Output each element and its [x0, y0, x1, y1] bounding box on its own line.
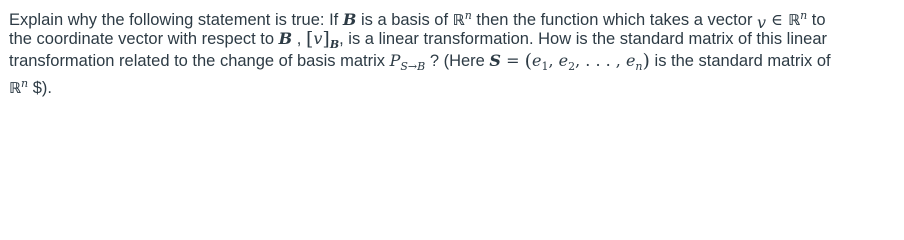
math-real-space-symbol: ℝ: [788, 11, 801, 29]
text-segment: to: [807, 11, 826, 29]
text-segment: transformation related to the change of basis matrix: [9, 52, 390, 70]
question-text: [9, 5, 899, 95]
math-basis-vector: e: [531, 51, 542, 70]
math-matrix-symbol: P: [389, 51, 401, 70]
math-basis-vector: e: [558, 51, 569, 70]
math-real-space-symbol: ℝ: [452, 11, 465, 29]
math-separator: , . . . ,: [575, 51, 626, 70]
text-segment: , is a linear transformation. How is the standard matrix of this linear: [339, 29, 828, 48]
math-element-of-symbol: ∈: [766, 10, 789, 29]
math-right-paren: ): [642, 50, 650, 72]
text-segment: ,: [292, 29, 306, 48]
math-right-bracket: ]: [322, 27, 330, 50]
math-subscript-basis: B: [329, 37, 340, 51]
math-vector-symbol: v: [313, 28, 323, 48]
math-standard-basis-symbol: S: [489, 51, 501, 70]
math-subscript: 1: [541, 60, 549, 73]
math-left-paren: (: [524, 50, 532, 72]
question-line-3: [9, 50, 899, 73]
math-left-bracket: [: [305, 27, 314, 50]
math-subscript: n: [635, 60, 643, 73]
text-segment: $).: [28, 78, 52, 97]
text-segment: ? (Here: [425, 52, 490, 70]
math-superscript: n: [21, 76, 29, 90]
math-basis-vector: e: [625, 51, 636, 70]
text-segment: is a basis of: [356, 11, 453, 29]
question-line-1: [9, 5, 899, 32]
question-line-2: [9, 28, 899, 51]
math-basis-symbol: B: [342, 10, 357, 29]
math-superscript: n: [464, 9, 472, 22]
question-line-4: [9, 73, 899, 96]
text-segment: Explain why the following statement is true: If: [9, 11, 343, 29]
math-separator: ,: [548, 51, 559, 70]
text-segment: then the function which takes a vector: [471, 11, 758, 29]
math-basis-symbol: B: [278, 28, 293, 48]
math-real-space-symbol: ℝ: [9, 78, 22, 97]
math-equals-sign: =: [500, 51, 525, 70]
text-segment: is the standard matrix of: [649, 52, 831, 70]
math-subscript: 2: [568, 60, 576, 73]
math-vector-symbol: v: [757, 13, 767, 32]
math-superscript: n: [800, 9, 808, 22]
text-segment: the coordinate vector with respect to: [9, 29, 279, 48]
math-subscript: S→B: [400, 60, 426, 73]
